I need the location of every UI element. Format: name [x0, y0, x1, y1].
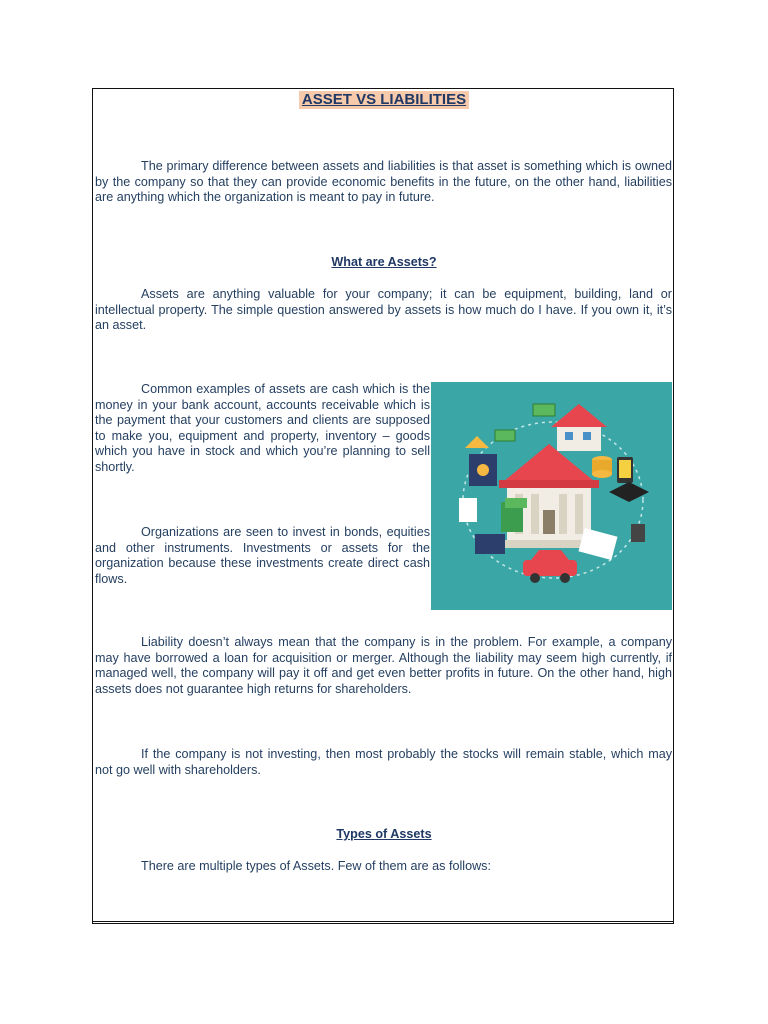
heading-what-are-assets: What are Assets?	[331, 255, 437, 269]
assets-illustration-icon	[431, 382, 672, 610]
document-title: ASSET VS LIABILITIES	[0, 91, 768, 108]
assets-examples-paragraph: Common examples of assets are cash which is the money in your bank account, accounts receivable which is the payment that your customers and clients are supposed to make you, equipment and property, inventory – goods which you have in stock and which you’re planning to sell shortly.	[95, 382, 430, 474]
types-intro-paragraph: There are multiple types of Assets. Few of them are as follows:	[141, 859, 491, 873]
liability-paragraph: Liability doesn’t always mean that the company is in the problem. For example, a company may have borrowed a loan for acquisition or merger. Although the liability may seem high currently, if managed well, the company will pay it off and get even better profits in future. On the other hand, high assets does not guarantee high returns for shareholders.	[95, 635, 672, 696]
intro-paragraph: The primary difference between assets and liabilities is that asset is something which is owned by the company so that they can provide economic benefits in the future, on the other hand, liabilities are anything which the organization is meant to pay in future.	[95, 159, 672, 205]
investments-paragraph: Organizations are seen to invest in bonds, equities and other instruments. Investments or assets for the organization because these investments create direct cash flows.	[95, 525, 430, 586]
assets-definition-paragraph: Assets are anything valuable for your company; it can be equipment, building, land or intellectual property. The simple question answered by assets is how much do I have. If you own it, it’s an asset.	[95, 287, 672, 333]
stocks-paragraph: If the company is not investing, then most probably the stocks will remain stable, which may not go well with shareholders.	[95, 747, 672, 777]
heading-types-of-assets: Types of Assets	[336, 827, 432, 841]
